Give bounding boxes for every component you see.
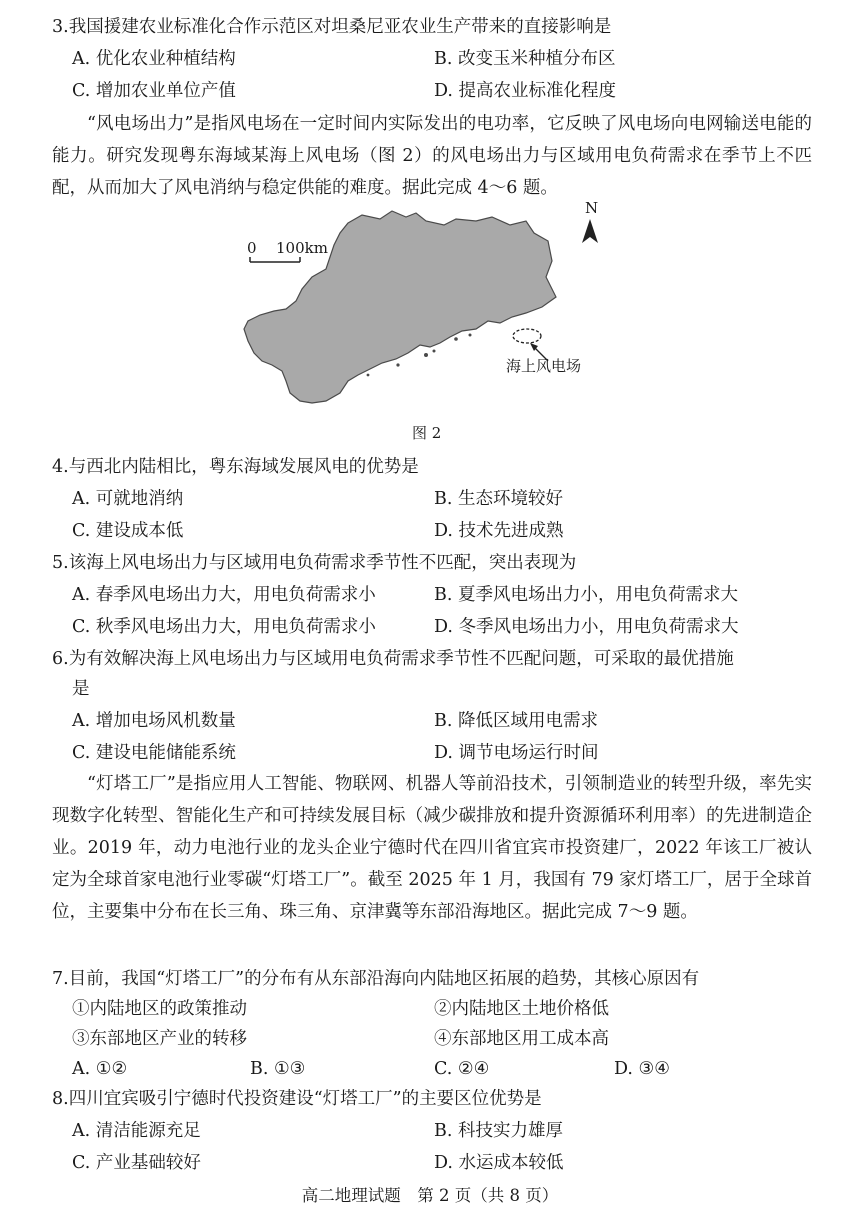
q7-option-a: A. ①② (72, 1059, 128, 1079)
guangdong-map-svg (230, 205, 630, 415)
q4-option-a: A. 可就地消纳 (72, 489, 184, 509)
q8-option-d: D. 水运成本较低 (434, 1153, 564, 1173)
q7-item-4: ④东部地区用工成本高 (434, 1029, 609, 1049)
figure-2-map (230, 199, 630, 415)
q5-option-a: A. 春季风电场出力大，用电负荷需求小 (72, 585, 376, 605)
q7-stem: 7.目前，我国“灯塔工厂”的分布有从东部沿海向内陆地区拓展的趋势，其核心原因有 (52, 969, 700, 989)
q8-option-c: C. 产业基础较好 (72, 1153, 201, 1173)
q7-option-b: B. ①③ (250, 1059, 306, 1079)
passage-lighthouse-factory: “灯塔工厂”是指应用人工智能、物联网、机器人等前沿技术，引领制造业的转型升级，率先实现数字化转型、智能化生产和可持续发展目标（减少碳排放和提升资源循环利用率）的先进制造企业。2019 年，动力电池行业的龙头企业宁德时代在四川省宜宾市投资建厂，2022 年该工厂被认定为全球首家电池行业零碳“灯塔工厂”。截至 2025 年 1 月，我国有 79 家灯塔工厂，居于全球首位，主要集中分布在长三角、珠三角、京津冀等东部沿海地区。据此完成 7～9 题。 (52, 774, 812, 922)
q3-option-a: A. 优化农业种植结构 (72, 49, 236, 69)
q8-option-a: A. 清洁能源充足 (72, 1121, 201, 1141)
q6-option-a: A. 增加电场风机数量 (72, 711, 236, 731)
figure-caption: 图 2 (412, 424, 442, 442)
scale-zero: 0 (247, 239, 257, 257)
q6-option-d: D. 调节电场运行时间 (434, 743, 599, 763)
q4-option-c: C. 建设成本低 (72, 521, 184, 541)
q3-option-d: D. 提高农业标准化程度 (434, 81, 617, 101)
q5-option-d: D. 冬季风电场出力小，用电负荷需求大 (434, 617, 739, 637)
q7-item-2: ②内陆地区土地价格低 (434, 999, 609, 1019)
q8-stem: 8.四川宜宾吸引宁德时代投资建设“灯塔工厂”的主要区位优势是 (52, 1089, 542, 1109)
north-label: N (585, 199, 599, 217)
q3-stem: 3.我国援建农业标准化合作示范区对坦桑尼亚农业生产带来的直接影响是 (52, 17, 612, 37)
q7-item-3: ③东部地区产业的转移 (72, 1029, 247, 1049)
wind-farm-label: 海上风电场 (506, 357, 582, 375)
q5-option-c: C. 秋季风电场出力大，用电负荷需求小 (72, 617, 376, 637)
q3-option-c: C. 增加农业单位产值 (72, 81, 236, 101)
q7-option-c: C. ②④ (434, 1059, 490, 1079)
q4-stem: 4.与西北内陆相比，粤东海域发展风电的优势是 (52, 457, 419, 477)
q6-option-b: B. 降低区域用电需求 (434, 711, 598, 731)
q8-option-b: B. 科技实力雄厚 (434, 1121, 563, 1141)
q3-option-b: B. 改变玉米种植分布区 (434, 49, 616, 69)
q6-stem-continued: 是 (72, 679, 90, 699)
q7-item-1: ①内陆地区的政策推动 (72, 999, 247, 1019)
north-arrow-icon (582, 219, 598, 243)
q4-option-b: B. 生态环境较好 (434, 489, 563, 509)
q7-option-d: D. ③④ (614, 1059, 670, 1079)
passage-wind-power: “风电场出力”是指风电场在一定时间内实际发出的电功率，它反映了风电场向电网输送电能的能力。研究发现粤东海域某海上风电场（图 2）的风电场出力与区域用电负荷需求在季节上不匹配，从而加大了风电消纳与稳定供能的难度。据此完成 4～6 题。 (52, 114, 812, 198)
q5-stem: 5.该海上风电场出力与区域用电负荷需求季节性不匹配，突出表现为 (52, 553, 577, 573)
q6-stem: 6.为有效解决海上风电场出力与区域用电负荷需求季节性不匹配问题，可采取的最优措施 (52, 649, 734, 669)
q6-option-c: C. 建设电能储能系统 (72, 743, 236, 763)
q5-option-b: B. 夏季风电场出力小，用电负荷需求大 (434, 585, 738, 605)
scale-label: 100km (276, 239, 328, 257)
q4-option-d: D. 技术先进成熟 (434, 521, 564, 541)
wind-farm-marker (513, 329, 541, 343)
page-footer: 高二地理试题 第 2 页（共 8 页） (301, 1186, 559, 1205)
